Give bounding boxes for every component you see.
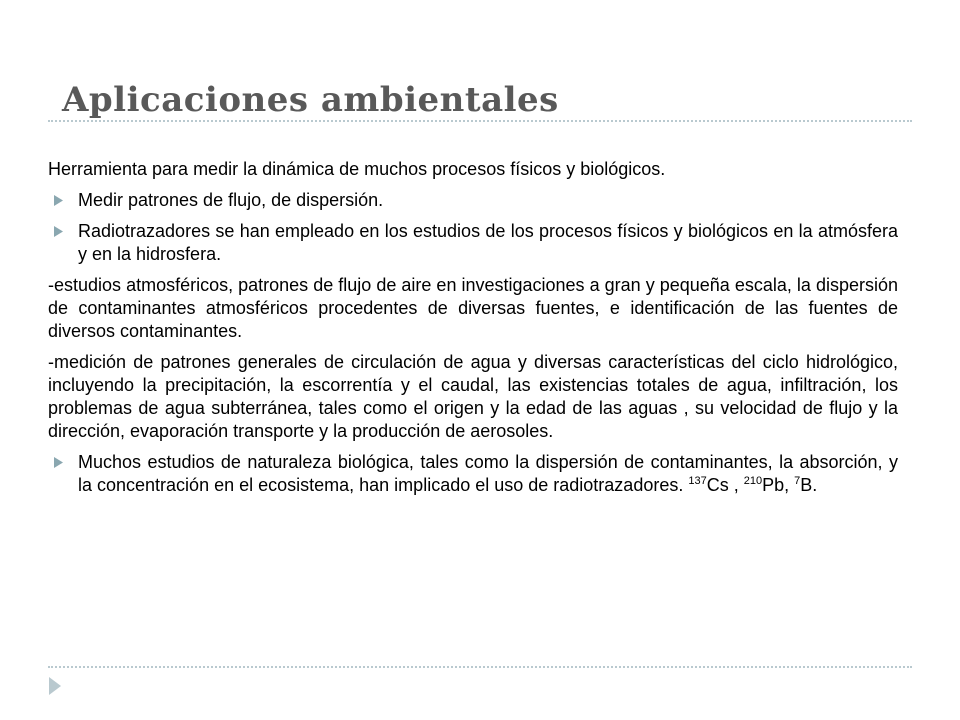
isotope-symbol: B bbox=[800, 475, 813, 495]
bullet-text: Radiotrazadores se han empleado en los estudios de los procesos físicos y biológicos en la atmósfera y en la hidrosfera. bbox=[78, 221, 898, 264]
bullet-text bbox=[78, 452, 898, 495]
slide-title: Aplicaciones ambientales bbox=[62, 80, 559, 120]
title-divider bbox=[48, 120, 912, 122]
isotope-mass-number: 7 bbox=[794, 475, 801, 487]
footer-divider bbox=[48, 666, 912, 668]
separator: , bbox=[784, 475, 795, 495]
bullet-text-body: Muchos estudios de naturaleza biológica, tales como la dispersión de contaminantes, la absorción, y la concentración en el ecosistema, han implicado el uso de radiotrazadores. bbox=[78, 452, 898, 495]
isotope-symbol: Pb bbox=[762, 475, 785, 495]
isotope-mass-number: 210 bbox=[743, 475, 763, 487]
isotope-mass-number: 137 bbox=[688, 475, 707, 487]
atmospheric-paragraph: -estudios atmosféricos, patrones de flujo de aire en investigaciones a gran y pequeña escala, la dispersión de contaminantes atmosféricos procedentes de diversas fuentes, e identificación de las fuentes de diversos contaminantes. bbox=[48, 275, 898, 341]
bullet-item bbox=[48, 451, 898, 497]
corner-triangle-icon bbox=[48, 676, 62, 696]
terminal-period: . bbox=[812, 475, 818, 495]
bullet-item bbox=[48, 189, 898, 212]
bullet-triangle-icon bbox=[54, 457, 63, 468]
bullet-item bbox=[48, 220, 898, 266]
slide-body bbox=[48, 158, 898, 505]
bullet-text: Medir patrones de flujo, de dispersión. bbox=[78, 190, 384, 210]
separator: , bbox=[728, 475, 744, 495]
bullet-triangle-icon bbox=[54, 195, 63, 206]
intro-paragraph: Herramienta para medir la dinámica de muchos procesos físicos y biológicos. bbox=[48, 159, 666, 179]
bullet-triangle-icon bbox=[54, 226, 63, 237]
hydrology-paragraph: -medición de patrones generales de circulación de agua y diversas características del ciclo hidrológico, incluyendo la precipitación, la escorrentía y el caudal, las existencias totales de agua, infiltración, los problemas de agua subterránea, tales como el origen y la edad de las aguas , su velocidad de flujo y la dirección, evaporación transporte y la producción de aerosoles. bbox=[48, 352, 898, 441]
isotope-symbol: Cs bbox=[706, 475, 729, 495]
